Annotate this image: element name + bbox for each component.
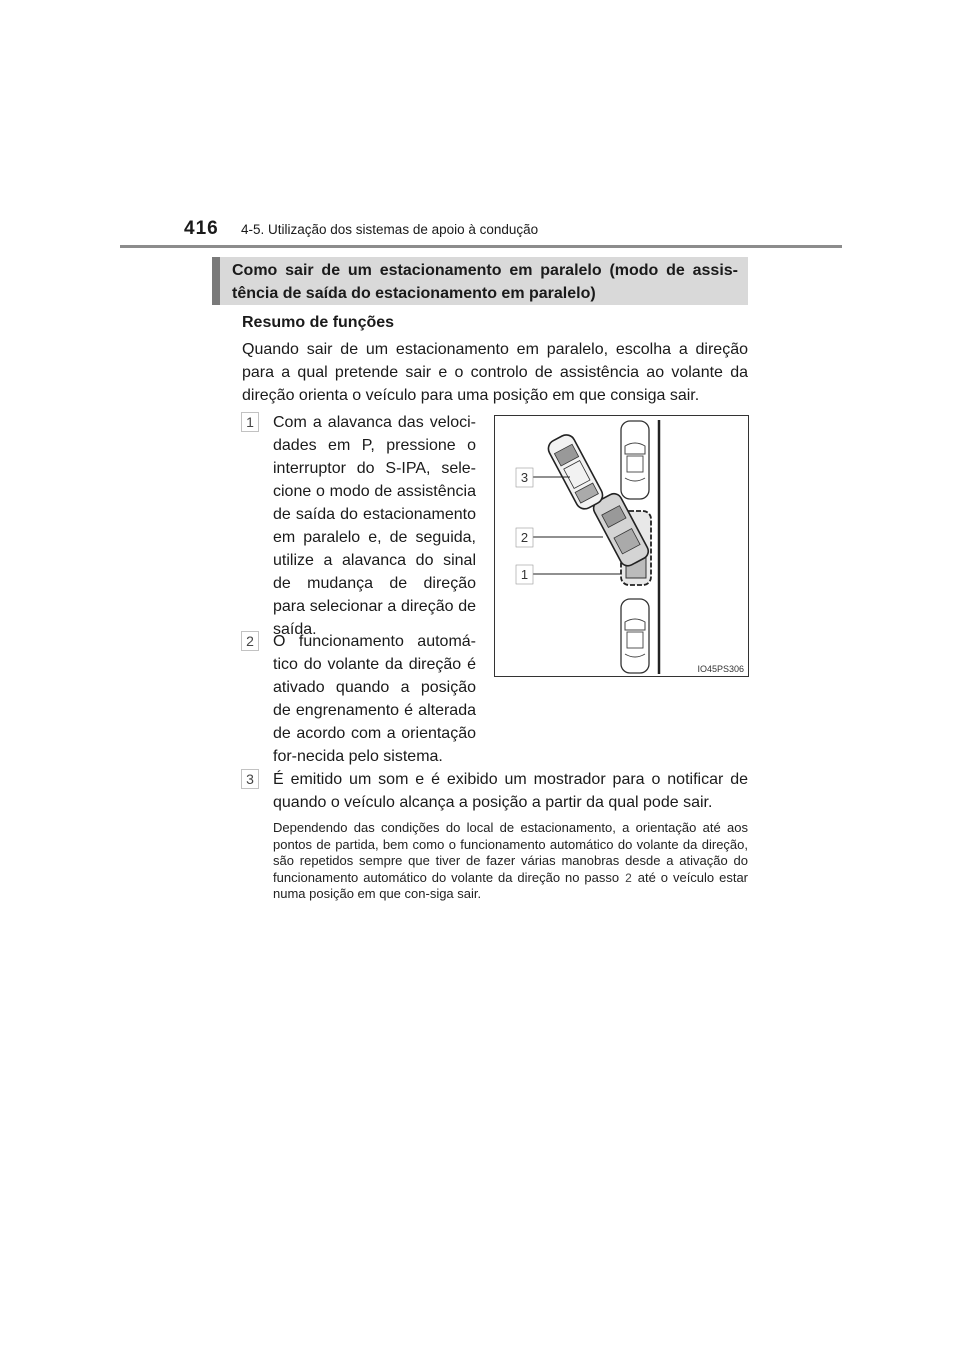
step-number: 3	[246, 771, 254, 787]
callout-1: 1	[520, 567, 529, 582]
step-1	[246, 411, 476, 641]
step-3	[246, 768, 748, 814]
car-position-3-icon	[545, 432, 605, 512]
section-title: Como sair de um estacionamento em paralelo (modo de assis-tência de saída do estacionamento em paralelo)	[232, 262, 738, 302]
subheading: Resumo de funções	[242, 314, 395, 331]
step-number-icon	[241, 412, 259, 432]
note-paragraph	[273, 820, 748, 903]
step-2	[246, 630, 476, 768]
step-number: 1	[246, 414, 254, 430]
section-heading-box	[212, 257, 748, 305]
step-text: Com a alavanca das veloci-dades em P, pressione o interruptor do S-IPA, sele-cione o modo de assistência de saída do estacionamento em paralelo e, de seguida, utilize a alavanca do sinal de mudança de direção para selecionar a direção de saída.	[273, 414, 476, 638]
note-text-before: Dependendo das condições do local de estacionamento, a orientação até aos pontos de partida, bem como o funcionamento automático do volante da direção, são repetidos sempre que tiver de fazer várias manobras desde a ativação do funcionamento automático do volante da direção no passo	[273, 820, 748, 885]
parked-car-top-icon	[621, 421, 649, 499]
page-number: 416	[184, 218, 219, 239]
callout-3: 3	[520, 470, 529, 485]
header-rule	[120, 245, 842, 248]
parking-illustration	[494, 415, 749, 677]
parked-car-bottom-icon	[621, 599, 649, 673]
step-text: O funcionamento automá-tico do volante da direção é ativado quando a posição de engrenamento é alterada de acordo com a orientação for-necida pelo sistema.	[273, 633, 476, 765]
parking-diagram-icon	[495, 416, 750, 678]
inline-step-ref: 2	[625, 870, 632, 885]
intro-paragraph: Quando sair de um estacionamento em paralelo, escolha a direção para a qual pretende sair e o controlo de assistência ao volante da direção orienta o veículo para uma posição em que consiga sair.	[242, 341, 748, 404]
note-text-after: até o veículo estar numa posição em que con-siga sair.	[273, 869, 748, 901]
step-number: 2	[246, 633, 254, 649]
chapter-title: 4-5. Utilização dos sistemas de apoio à condução	[241, 222, 539, 237]
callout-2: 2	[520, 530, 529, 545]
figure-code: IO45PS306	[697, 664, 744, 674]
step-number-icon	[241, 631, 259, 651]
step-number-icon	[241, 769, 259, 789]
step-text: É emitido um som e é exibido um mostrador para o notificar de quando o veículo alcança a posição a partir da qual pode sair.	[273, 771, 748, 811]
